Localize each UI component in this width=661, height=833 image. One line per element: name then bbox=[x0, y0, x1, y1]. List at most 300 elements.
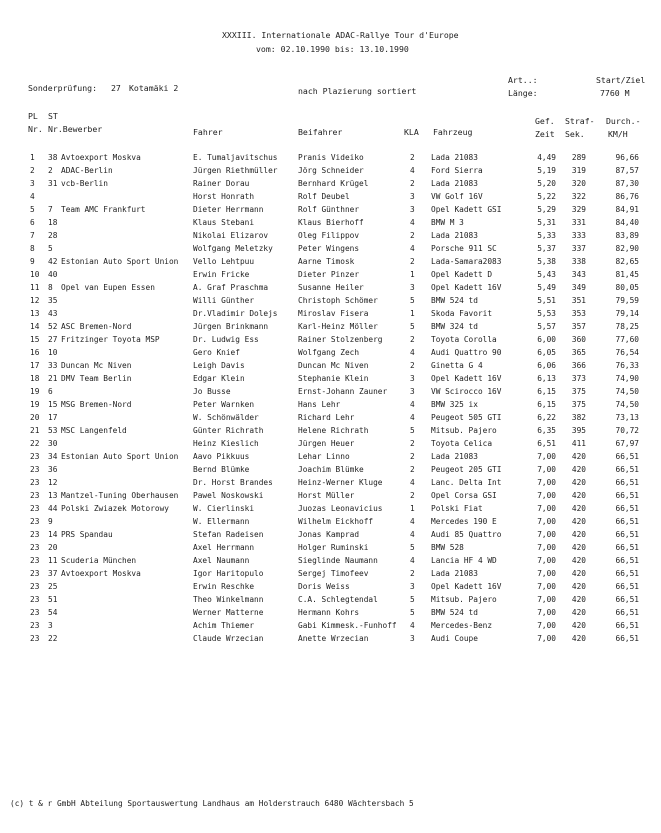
cell-sek: 322 bbox=[571, 192, 586, 201]
table-row bbox=[0, 530, 661, 542]
cell-kmh: 66,51 bbox=[615, 530, 639, 539]
cell-st: 31 bbox=[48, 179, 58, 188]
cell-beifahrer: Pranis Videiko bbox=[298, 153, 364, 162]
cell-sek: 357 bbox=[571, 322, 586, 331]
cell-beifahrer: Doris Weiss bbox=[298, 582, 350, 591]
col-beifahrer: Beifahrer bbox=[298, 127, 343, 137]
cell-pl: 23 bbox=[30, 491, 40, 500]
cell-kla: 5 bbox=[410, 322, 415, 331]
cell-fzg: Lada-Samara2083 bbox=[431, 257, 502, 266]
cell-fahrer: Jürgen Brinkmann bbox=[193, 322, 269, 331]
cell-st: 17 bbox=[48, 413, 58, 422]
cell-fahrer: Edgar Klein bbox=[193, 374, 245, 383]
cell-kla: 1 bbox=[410, 270, 415, 279]
cell-kla: 3 bbox=[410, 283, 415, 292]
cell-kmh: 78,25 bbox=[615, 322, 639, 331]
cell-beifahrer: Christoph Schömer bbox=[298, 296, 378, 305]
cell-pl: 23 bbox=[30, 517, 40, 526]
col-st: ST bbox=[48, 111, 58, 121]
cell-bew: Estonian Auto Sport Union bbox=[61, 452, 179, 461]
cell-sek: 329 bbox=[571, 205, 586, 214]
cell-sek: 360 bbox=[571, 335, 586, 344]
cell-sek: 373 bbox=[571, 374, 586, 383]
cell-beifahrer: Anette Wrzecian bbox=[298, 634, 369, 643]
cell-fahrer: W. Ellermann bbox=[193, 517, 250, 526]
cell-kla: 4 bbox=[410, 218, 415, 227]
table-row bbox=[0, 452, 661, 464]
cell-sek: 420 bbox=[571, 582, 586, 591]
cell-sek: 351 bbox=[571, 296, 586, 305]
table-row bbox=[0, 374, 661, 386]
cell-kla: 1 bbox=[410, 504, 415, 513]
cell-zeit: 6,22 bbox=[537, 413, 556, 422]
table-row bbox=[0, 387, 661, 399]
cell-pl: 23 bbox=[30, 595, 40, 604]
cell-st: 8 bbox=[48, 283, 53, 292]
cell-bew: Team AMC Frankfurt bbox=[61, 205, 146, 214]
cell-fahrer: Stefan Radeisen bbox=[193, 530, 264, 539]
cell-kmh: 84,91 bbox=[615, 205, 639, 214]
cell-kla: 2 bbox=[410, 335, 415, 344]
cell-beifahrer: Bernhard Krügel bbox=[298, 179, 369, 188]
cell-kmh: 66,51 bbox=[615, 608, 639, 617]
cell-fahrer: Klaus Stebani bbox=[193, 218, 255, 227]
cell-pl: 7 bbox=[30, 231, 35, 240]
cell-pl: 23 bbox=[30, 478, 40, 487]
cell-fahrer: Heinz Kieslich bbox=[193, 439, 259, 448]
cell-zeit: 6,13 bbox=[537, 374, 556, 383]
cell-zeit: 5,49 bbox=[537, 283, 556, 292]
cell-kla: 3 bbox=[410, 205, 415, 214]
cell-sek: 365 bbox=[571, 348, 586, 357]
cell-fzg: BMW 325 ix bbox=[431, 400, 478, 409]
cell-st: 18 bbox=[48, 218, 58, 227]
cell-st: 6 bbox=[48, 387, 53, 396]
cell-sek: 375 bbox=[571, 387, 586, 396]
cell-sek: 420 bbox=[571, 608, 586, 617]
cell-beifahrer: C.A. Schlegtendal bbox=[298, 595, 378, 604]
table-row bbox=[0, 504, 661, 516]
cell-pl: 2 bbox=[30, 166, 35, 175]
cell-sek: 420 bbox=[571, 491, 586, 500]
cell-fzg: Lada 21083 bbox=[431, 569, 478, 578]
cell-beifahrer: Jürgen Heuer bbox=[298, 439, 355, 448]
col-straf: Straf- bbox=[565, 116, 595, 126]
table-row bbox=[0, 283, 661, 295]
cell-zeit: 5,57 bbox=[537, 322, 556, 331]
cell-fzg: Lada 21083 bbox=[431, 452, 478, 461]
cell-kmh: 83,89 bbox=[615, 231, 639, 240]
cell-fzg: Audi Coupe bbox=[431, 634, 478, 643]
cell-kla: 5 bbox=[410, 543, 415, 552]
cell-pl: 23 bbox=[30, 621, 40, 630]
cell-bew: ASC Bremen-Nord bbox=[61, 322, 132, 331]
cell-beifahrer: Joachim Blümke bbox=[298, 465, 364, 474]
cell-sek: 420 bbox=[571, 543, 586, 552]
cell-st: 37 bbox=[48, 569, 58, 578]
cell-fahrer: Horst Honrath bbox=[193, 192, 255, 201]
length-label: Länge: bbox=[508, 88, 538, 98]
table-row bbox=[0, 179, 661, 191]
col-nr: Nr. bbox=[28, 124, 43, 134]
cell-beifahrer: Ernst-Johann Zauner bbox=[298, 387, 388, 396]
cell-fzg: BMW 524 td bbox=[431, 608, 478, 617]
cell-zeit: 5,51 bbox=[537, 296, 556, 305]
cell-pl: 16 bbox=[30, 348, 40, 357]
cell-fzg: Mercedes 190 E bbox=[431, 517, 497, 526]
cell-zeit: 5,22 bbox=[537, 192, 556, 201]
cell-fahrer: Willi Günther bbox=[193, 296, 255, 305]
cell-kmh: 79,14 bbox=[615, 309, 639, 318]
cell-fahrer: Werner Matterne bbox=[193, 608, 264, 617]
cell-fzg: Mitsub. Pajero bbox=[431, 595, 497, 604]
col-fahrzeug: Fahrzeug bbox=[433, 127, 473, 137]
cell-pl: 23 bbox=[30, 582, 40, 591]
cell-zeit: 6,51 bbox=[537, 439, 556, 448]
cell-kmh: 66,51 bbox=[615, 634, 639, 643]
cell-sek: 289 bbox=[571, 153, 586, 162]
cell-beifahrer: Hans Lehr bbox=[298, 400, 341, 409]
cell-st: 44 bbox=[48, 504, 58, 513]
cell-kla: 2 bbox=[410, 257, 415, 266]
cell-kmh: 66,51 bbox=[615, 465, 639, 474]
cell-beifahrer: Wilhelm Eickhoff bbox=[298, 517, 374, 526]
cell-zeit: 7,00 bbox=[537, 621, 556, 630]
cell-beifahrer: Oleg Filippov bbox=[298, 231, 360, 240]
table-row bbox=[0, 296, 661, 308]
cell-kla: 2 bbox=[410, 179, 415, 188]
table-row bbox=[0, 439, 661, 451]
cell-pl: 23 bbox=[30, 452, 40, 461]
cell-fzg: Porsche 911 SC bbox=[431, 244, 497, 253]
cell-st: 53 bbox=[48, 426, 58, 435]
cell-bew: Avtoexport Moskva bbox=[61, 569, 141, 578]
cell-st: 30 bbox=[48, 439, 58, 448]
cell-fzg: BMW M 3 bbox=[431, 218, 464, 227]
cell-kla: 4 bbox=[410, 413, 415, 422]
cell-fahrer: Achim Thiemer bbox=[193, 621, 255, 630]
cell-zeit: 7,00 bbox=[537, 608, 556, 617]
cell-kla: 4 bbox=[410, 400, 415, 409]
col-durch: Durch.- bbox=[606, 116, 641, 126]
cell-beifahrer: Wolfgang Zech bbox=[298, 348, 360, 357]
cell-fahrer: Gero Knief bbox=[193, 348, 240, 357]
table-row bbox=[0, 309, 661, 321]
cell-sek: 411 bbox=[571, 439, 586, 448]
cell-kmh: 66,51 bbox=[615, 478, 639, 487]
cell-sek: 420 bbox=[571, 621, 586, 630]
cell-beifahrer: Rolf Günthner bbox=[298, 205, 360, 214]
cell-pl: 17 bbox=[30, 361, 40, 370]
cell-kmh: 66,51 bbox=[615, 569, 639, 578]
cell-fzg: Mercedes-Benz bbox=[431, 621, 493, 630]
cell-fahrer: Axel Herrmann bbox=[193, 543, 255, 552]
table-row bbox=[0, 413, 661, 425]
cell-kmh: 80,05 bbox=[615, 283, 639, 292]
cell-sek: 420 bbox=[571, 569, 586, 578]
cell-fzg: Skoda Favorit bbox=[431, 309, 493, 318]
cell-zeit: 7,00 bbox=[537, 634, 556, 643]
cell-zeit: 5,33 bbox=[537, 231, 556, 240]
cell-pl: 23 bbox=[30, 543, 40, 552]
cell-kla: 2 bbox=[410, 452, 415, 461]
cell-beifahrer: Juozas Leonavicius bbox=[298, 504, 383, 513]
cell-pl: 21 bbox=[30, 426, 40, 435]
cell-fzg: BMW 324 td bbox=[431, 322, 478, 331]
cell-kmh: 66,51 bbox=[615, 504, 639, 513]
cell-zeit: 5,29 bbox=[537, 205, 556, 214]
cell-zeit: 7,00 bbox=[537, 530, 556, 539]
cell-zeit: 7,00 bbox=[537, 595, 556, 604]
cell-fahrer: Dieter Herrmann bbox=[193, 205, 264, 214]
cell-beifahrer: Jörg Schneider bbox=[298, 166, 364, 175]
table-row bbox=[0, 335, 661, 347]
cell-fzg: Peugeot 505 GTI bbox=[431, 413, 502, 422]
cell-fahrer: Dr.Vladimir Dolejs bbox=[193, 309, 278, 318]
cell-fzg: VW Scirocco 16V bbox=[431, 387, 502, 396]
cell-beifahrer: Stephanie Klein bbox=[298, 374, 369, 383]
cell-kmh: 74,50 bbox=[615, 400, 639, 409]
cell-kla: 2 bbox=[410, 491, 415, 500]
cell-pl: 4 bbox=[30, 192, 35, 201]
cell-bew: PRS Spandau bbox=[61, 530, 113, 539]
cell-kmh: 84,40 bbox=[615, 218, 639, 227]
cell-beifahrer: Helene Richrath bbox=[298, 426, 369, 435]
cell-bew: Opel van Eupen Essen bbox=[61, 283, 155, 292]
cell-fahrer: Jürgen Riethmüller bbox=[193, 166, 278, 175]
art-label: Art..: bbox=[508, 75, 538, 85]
table-row bbox=[0, 270, 661, 282]
cell-kla: 4 bbox=[410, 530, 415, 539]
cell-fzg: Lada 21083 bbox=[431, 153, 478, 162]
col-sek: Sek. bbox=[565, 129, 585, 139]
cell-pl: 5 bbox=[30, 205, 35, 214]
cell-kla: 2 bbox=[410, 361, 415, 370]
cell-bew: Duncan Mc Niven bbox=[61, 361, 132, 370]
cell-fzg: Opel Kadett 16V bbox=[431, 283, 502, 292]
table-row bbox=[0, 543, 661, 555]
cell-zeit: 5,19 bbox=[537, 166, 556, 175]
cell-kmh: 66,51 bbox=[615, 517, 639, 526]
cell-beifahrer: Gabi Kimmesk.-Funhoff bbox=[298, 621, 397, 630]
cell-sek: 420 bbox=[571, 530, 586, 539]
cell-sek: 319 bbox=[571, 166, 586, 175]
cell-pl: 8 bbox=[30, 244, 35, 253]
cell-pl: 20 bbox=[30, 413, 40, 422]
cell-pl: 23 bbox=[30, 530, 40, 539]
cell-zeit: 4,49 bbox=[537, 153, 556, 162]
cell-sek: 420 bbox=[571, 595, 586, 604]
cell-fzg: Audi 85 Quattro bbox=[431, 530, 502, 539]
cell-st: 3 bbox=[48, 621, 53, 630]
cell-bew: DMV Team Berlin bbox=[61, 374, 132, 383]
stage-number: 27 bbox=[111, 83, 121, 93]
cell-st: 34 bbox=[48, 452, 58, 461]
cell-sek: 420 bbox=[571, 556, 586, 565]
cell-kla: 1 bbox=[410, 309, 415, 318]
cell-fzg: Opel Kadett D bbox=[431, 270, 493, 279]
table-row bbox=[0, 569, 661, 581]
cell-kmh: 82,90 bbox=[615, 244, 639, 253]
cell-sek: 333 bbox=[571, 231, 586, 240]
cell-fahrer: Leigh Davis bbox=[193, 361, 245, 370]
cell-beifahrer: Richard Lehr bbox=[298, 413, 355, 422]
col-pl: PL bbox=[28, 111, 38, 121]
cell-st: 21 bbox=[48, 374, 58, 383]
cell-st: 42 bbox=[48, 257, 58, 266]
cell-sek: 420 bbox=[571, 517, 586, 526]
cell-st: 52 bbox=[48, 322, 58, 331]
table-row bbox=[0, 257, 661, 269]
table-row bbox=[0, 426, 661, 438]
cell-kla: 2 bbox=[410, 439, 415, 448]
cell-bew: Estonian Auto Sport Union bbox=[61, 257, 179, 266]
cell-fzg: Opel Corsa GSI bbox=[431, 491, 497, 500]
cell-st: 22 bbox=[48, 634, 58, 643]
cell-fahrer: Erwin Reschke bbox=[193, 582, 255, 591]
date-range: vom: 02.10.1990 bis: 13.10.1990 bbox=[256, 44, 409, 54]
cell-kmh: 66,51 bbox=[615, 582, 639, 591]
cell-kmh: 74,50 bbox=[615, 387, 639, 396]
cell-bew: Polski Zwiazek Motorowy bbox=[61, 504, 169, 513]
table-row bbox=[0, 166, 661, 178]
cell-kmh: 74,90 bbox=[615, 374, 639, 383]
cell-beifahrer: Karl-Heinz Möller bbox=[298, 322, 378, 331]
cell-sek: 349 bbox=[571, 283, 586, 292]
cell-sek: 331 bbox=[571, 218, 586, 227]
table-row bbox=[0, 491, 661, 503]
cell-sek: 382 bbox=[571, 413, 586, 422]
cell-bew: Avtoexport Moskva bbox=[61, 153, 141, 162]
cell-zeit: 6,35 bbox=[537, 426, 556, 435]
cell-sek: 337 bbox=[571, 244, 586, 253]
cell-fahrer: Bernd Blümke bbox=[193, 465, 250, 474]
cell-beifahrer: Horst Müller bbox=[298, 491, 355, 500]
cell-st: 40 bbox=[48, 270, 58, 279]
table-row bbox=[0, 153, 661, 165]
cell-fahrer: Wolfgang Meletzky bbox=[193, 244, 273, 253]
cell-fzg: Lanc. Delta Int bbox=[431, 478, 502, 487]
cell-st: 43 bbox=[48, 309, 58, 318]
cell-fzg: Peugeot 205 GTI bbox=[431, 465, 502, 474]
cell-sek: 320 bbox=[571, 179, 586, 188]
cell-pl: 12 bbox=[30, 296, 40, 305]
cell-kmh: 76,33 bbox=[615, 361, 639, 370]
cell-beifahrer: Sieglinde Naumann bbox=[298, 556, 378, 565]
cell-kmh: 79,59 bbox=[615, 296, 639, 305]
cell-fzg: Opel Kadett 16V bbox=[431, 374, 502, 383]
cell-pl: 22 bbox=[30, 439, 40, 448]
cell-fzg: Audi Quattro 90 bbox=[431, 348, 502, 357]
cell-zeit: 6,15 bbox=[537, 387, 556, 396]
cell-pl: 10 bbox=[30, 270, 40, 279]
cell-fzg: Ginetta G 4 bbox=[431, 361, 483, 370]
cell-bew: Mantzel-Tuning Oberhausen bbox=[61, 491, 179, 500]
cell-beifahrer: Susanne Heiler bbox=[298, 283, 364, 292]
cell-pl: 23 bbox=[30, 608, 40, 617]
cell-st: 15 bbox=[48, 400, 58, 409]
table-row bbox=[0, 582, 661, 594]
cell-pl: 19 bbox=[30, 400, 40, 409]
cell-fahrer: Peter Warnken bbox=[193, 400, 255, 409]
cell-fahrer: Erwin Fricke bbox=[193, 270, 250, 279]
cell-sek: 338 bbox=[571, 257, 586, 266]
cell-kla: 4 bbox=[410, 478, 415, 487]
cell-beifahrer: Rolf Deubel bbox=[298, 192, 350, 201]
cell-kmh: 73,13 bbox=[615, 413, 639, 422]
cell-zeit: 7,00 bbox=[537, 465, 556, 474]
cell-kmh: 70,72 bbox=[615, 426, 639, 435]
cell-kla: 2 bbox=[410, 465, 415, 474]
cell-beifahrer: Dieter Pinzer bbox=[298, 270, 360, 279]
table-row bbox=[0, 231, 661, 243]
cell-fzg: Opel Kadett GSI bbox=[431, 205, 502, 214]
cell-kla: 3 bbox=[410, 374, 415, 383]
cell-bew: Scuderia München bbox=[61, 556, 137, 565]
cell-bew: MSG Bremen-Nord bbox=[61, 400, 132, 409]
table-row bbox=[0, 348, 661, 360]
cell-st: 38 bbox=[48, 153, 58, 162]
cell-st: 13 bbox=[48, 491, 58, 500]
cell-kla: 3 bbox=[410, 634, 415, 643]
table-row bbox=[0, 192, 661, 204]
cell-zeit: 7,00 bbox=[537, 504, 556, 513]
cell-fzg: Lada 21083 bbox=[431, 179, 478, 188]
cell-pl: 23 bbox=[30, 634, 40, 643]
cell-kmh: 66,51 bbox=[615, 621, 639, 630]
cell-st: 20 bbox=[48, 543, 58, 552]
cell-st: 5 bbox=[48, 244, 53, 253]
cell-kla: 4 bbox=[410, 166, 415, 175]
cell-kmh: 87,57 bbox=[615, 166, 639, 175]
table-row bbox=[0, 556, 661, 568]
cell-pl: 23 bbox=[30, 569, 40, 578]
cell-fahrer: E. Tumaljavitschus bbox=[193, 153, 278, 162]
cell-beifahrer: Holger Ruminski bbox=[298, 543, 369, 552]
cell-bew: vcb-Berlin bbox=[61, 179, 108, 188]
cell-beifahrer: Duncan Mc Niven bbox=[298, 361, 369, 370]
cell-kla: 4 bbox=[410, 556, 415, 565]
cell-fahrer: A. Graf Praschma bbox=[193, 283, 269, 292]
cell-fahrer: Günter Richrath bbox=[193, 426, 264, 435]
cell-kla: 2 bbox=[410, 569, 415, 578]
cell-fahrer: Nikolai Elizarov bbox=[193, 231, 269, 240]
cell-beifahrer: Lehar Linno bbox=[298, 452, 350, 461]
cell-st: 2 bbox=[48, 166, 53, 175]
cell-fzg: Opel Kadett 16V bbox=[431, 582, 502, 591]
col-fahrer: Fahrer bbox=[193, 127, 223, 137]
col-bewerber: Nr.Bewerber bbox=[48, 124, 103, 134]
col-kmh: KM/H bbox=[608, 129, 628, 139]
cell-zeit: 5,53 bbox=[537, 309, 556, 318]
cell-sek: 395 bbox=[571, 426, 586, 435]
cell-zeit: 7,00 bbox=[537, 569, 556, 578]
cell-pl: 18 bbox=[30, 374, 40, 383]
length-value: 7760 M bbox=[600, 88, 630, 98]
cell-sek: 420 bbox=[571, 634, 586, 643]
cell-sek: 353 bbox=[571, 309, 586, 318]
cell-st: 9 bbox=[48, 517, 53, 526]
cell-kla: 4 bbox=[410, 348, 415, 357]
cell-st: 12 bbox=[48, 478, 58, 487]
cell-pl: 23 bbox=[30, 556, 40, 565]
cell-fahrer: Theo Winkelmann bbox=[193, 595, 264, 604]
cell-kmh: 66,51 bbox=[615, 556, 639, 565]
cell-st: 36 bbox=[48, 465, 58, 474]
cell-zeit: 7,00 bbox=[537, 517, 556, 526]
footer: (c) t & r GmbH Abteilung Sportauswertung Landhaus am Holderstrauch 6480 Wächtersbach 5 bbox=[10, 799, 414, 808]
cell-kmh: 66,51 bbox=[615, 543, 639, 552]
